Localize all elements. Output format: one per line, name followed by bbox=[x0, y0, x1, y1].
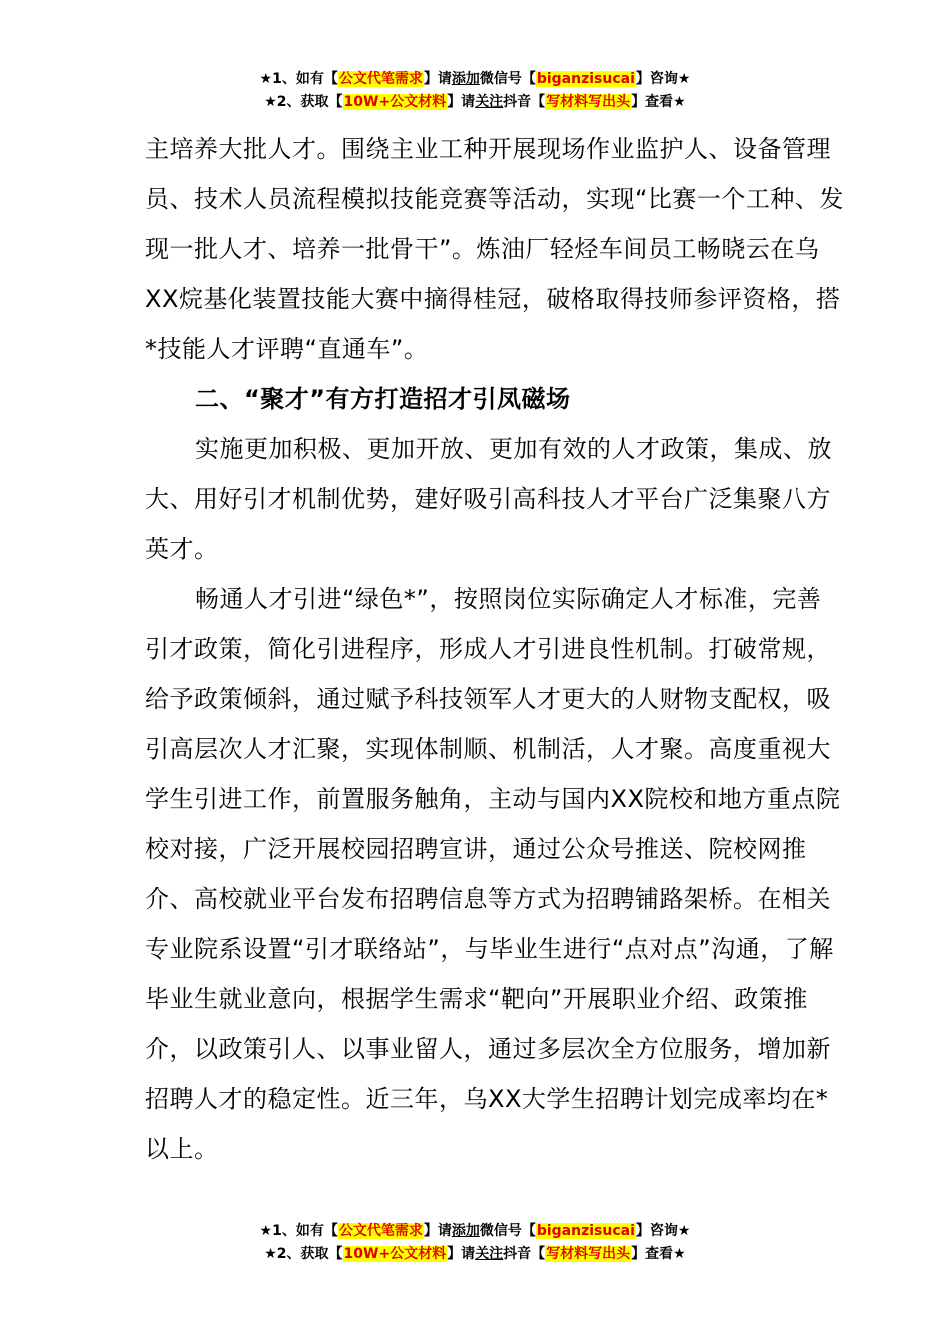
promo-text: 】咨询★ bbox=[635, 71, 691, 87]
promo-highlight: 公文代笔需求 bbox=[338, 1223, 423, 1239]
promo-text: 】咨询★ bbox=[635, 1223, 691, 1239]
promo-highlight: biganzisucai bbox=[536, 71, 635, 87]
promo-underlined: 添加 bbox=[451, 71, 480, 87]
promo-banner-top bbox=[0, 68, 950, 114]
promo-highlight: 10W+公文材料 bbox=[343, 94, 447, 110]
promo-highlight: 10W+公文材料 bbox=[343, 1246, 447, 1262]
promo-line-2 bbox=[0, 1243, 950, 1266]
paragraph-intro: 实施更加积极、更加开放、更加有效的人才政策，集成、放大、用好引才机制优势，建好吸引高科技人才平台广泛集聚八方英才。 bbox=[145, 435, 832, 563]
promo-text: 抖音【 bbox=[503, 1246, 546, 1262]
promo-text: 】请 bbox=[423, 71, 452, 87]
promo-text: 】请 bbox=[423, 1223, 452, 1239]
promo-text: 】请 bbox=[447, 1246, 476, 1262]
promo-text: ★2、获取【 bbox=[264, 94, 343, 110]
promo-text: ★1、如有【 bbox=[259, 1223, 338, 1239]
paragraph-main: 畅通人才引进“绿色*”，按照岗位实际确定人才标准，完善引才政策，简化引进程序，形成人才引进良性机制。打破常规，给予政策倾斜，通过赋予科技领军人才更大的人财物支配权，吸引高层次人才汇聚，实现体制顺、机制活，人才聚。高度重视大学生引进工作，前置服务触角，主动与国内XX院校和地方重点院校对接，广泛开展校园招聘宣讲，通过公众号推送、院校网推介、高校就业平台发布招聘信息等方式为招聘铺路架桥。在相关专业院系设置“引才联络站”，与毕业生进行“点对点”沟通，了解毕业生就业意向，根据学生需求“靶向”开展职业介绍、政策推介，以政策引人、以事业留人，通过多层次全方位服务，增加新招聘人才的稳定性。近三年，乌XX大学生招聘计划完成率均在*以上。 bbox=[145, 585, 841, 1163]
promo-line-1 bbox=[0, 1220, 950, 1243]
promo-underlined: 关注 bbox=[475, 94, 504, 110]
promo-text: 抖音【 bbox=[503, 94, 546, 110]
promo-line-2 bbox=[0, 91, 950, 114]
promo-text: 】查看★ bbox=[631, 1246, 686, 1262]
promo-underlined: 添加 bbox=[451, 1223, 480, 1239]
promo-text: 】请 bbox=[447, 94, 476, 110]
promo-underlined: 关注 bbox=[475, 1246, 504, 1262]
promo-highlight: 公文代笔需求 bbox=[338, 71, 423, 87]
promo-highlight: 写材料写出头 bbox=[546, 94, 631, 110]
promo-highlight: 写材料写出头 bbox=[546, 1246, 631, 1262]
promo-text: ★1、如有【 bbox=[259, 71, 338, 87]
promo-banner-bottom bbox=[0, 1220, 950, 1266]
promo-line-1 bbox=[0, 68, 950, 91]
promo-text: ★2、获取【 bbox=[264, 1246, 343, 1262]
promo-text: 微信号【 bbox=[479, 1223, 536, 1239]
paragraph-continuation: 主培养大批人才。围绕主业工种开展现场作业监护人、设备管理员、技术人员流程模拟技能竞赛等活动，实现“比赛一个工种、发现一批人才、培养一批骨干”。炼油厂轻烃车间员工畅晓云在乌XX烷基化装置技能大赛中摘得桂冠，破格取得技师参评资格，搭*技能人才评聘“直通车”。 bbox=[145, 135, 844, 363]
promo-highlight: biganzisucai bbox=[536, 1223, 635, 1239]
document-body bbox=[145, 124, 845, 1174]
section-heading: 二、“聚才”有方打造招才引凤磁场 bbox=[195, 385, 571, 413]
promo-text: 】查看★ bbox=[631, 94, 686, 110]
promo-text: 微信号【 bbox=[479, 71, 536, 87]
